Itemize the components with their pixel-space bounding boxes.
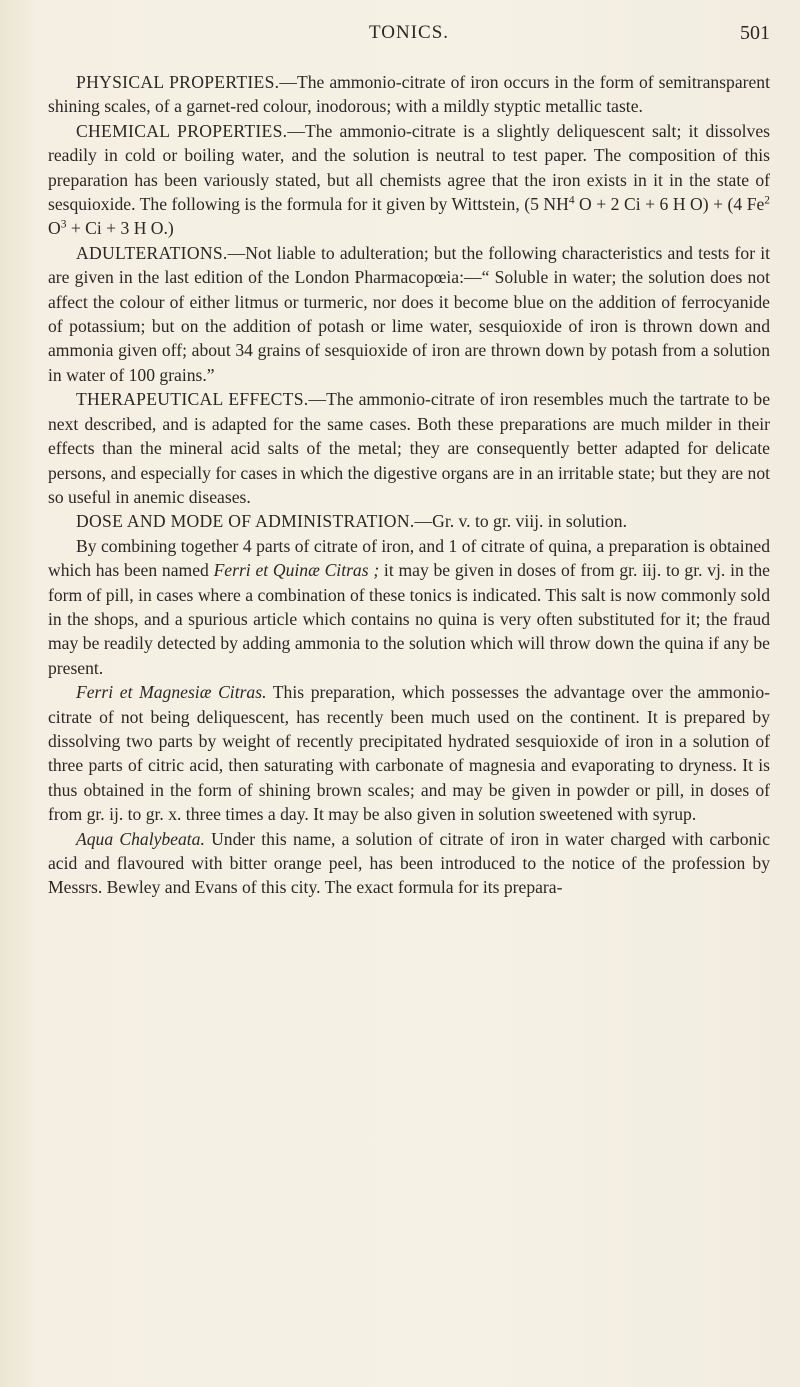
- paragraph-chemical-properties: [48, 119, 770, 241]
- section-label-dose: DOSE AND MODE OF ADMINISTRATION.: [76, 511, 415, 532]
- paragraph-dose: [48, 509, 770, 533]
- formula-superscript: 3: [60, 219, 67, 232]
- section-label-adulterations: ADULTERATIONS.: [76, 242, 228, 263]
- running-head: TONICS.: [368, 22, 450, 43]
- paragraph-text: —The ammonio-citrate of iron occurs in the form of semitransparent shining scales, of a garnet-red colour, inodorous; with a mildly styptic metallic taste.: [48, 72, 770, 117]
- italic-term: Aqua Chalybeata.: [76, 828, 205, 849]
- paragraph-text: O: [48, 218, 61, 239]
- formula-superscript: 4: [568, 194, 575, 207]
- paragraph-text: it may be given in doses of from gr. iij. to gr. vj. in the form of pill, in cases where a combination of these tonics is indicated. This salt is now commonly sold in the shops, and a spurious article which contains no quina is very often substituted for it; the fraud may be readily detected by adding ammonia to the solution which will throw down the quina if any be present.: [48, 560, 770, 678]
- paragraph-text: —The ammonio-citrate is a slightly deliquescent salt; it dissolves readily in cold or boiling water, and the solution is neutral to test paper. The composition of this preparation has been variously stated, but all chemists agree that the iron exists in it in the state of sesquioxide. The following is the formula for it given by Wittstein, (5 NH: [48, 120, 771, 215]
- paragraph-adulterations: [48, 241, 770, 387]
- paragraph-physical-properties: [48, 70, 770, 119]
- paragraph-text: This preparation, which possesses the advantage over the ammonio-citrate of not being deliquescent, has recently been much used on the continent. It is prepared by dissolving two parts by weight of recently precipitated hydrated sesquioxide of iron in a solution of three parts of citric acid, then saturating with carbonate of magnesia and evaporating to dryness. It is thus obtained in the form of shining brown scales; and may be given in powder or pill, in doses of from gr. ij. to gr. x. three times a day. It may be also given in solution sweetened with syrup.: [48, 682, 771, 825]
- paragraph-ferri-et-quinae: [48, 534, 770, 680]
- section-label-chemical-properties: CHEMICAL PROPERTIES.: [76, 120, 288, 141]
- paragraph-text: —Not liable to adulteration; but the following characteristics and tests for it are given in the last edition of the London Pharmacopœia:—“ Soluble in water; the solution does not affect the colour of either litmus or turmeric, nor does it become blue on the addition of ferrocyanide of potassium; but on the addition of potash or lime water, sesquioxide of iron is thrown down and ammonia given off; about 34 grains of sesquioxide of iron are thrown down by potash from a solution in water of 100 grains.”: [48, 242, 770, 385]
- italic-term: Ferri et Quinæ Citras ;: [213, 560, 380, 581]
- italic-term: Ferri et Magnesiæ Citras.: [76, 682, 267, 703]
- body-text: [48, 70, 770, 900]
- section-label-therapeutical-effects: THERAPEUTICAL EFFECTS.: [76, 389, 309, 410]
- page-number: 501: [740, 22, 770, 44]
- paragraph-text: By combining together 4 parts of citrate of iron, and 1 of citrate of quina, a preparation is obtained which has been named: [48, 535, 770, 581]
- paragraph-text: Under this name, a solution of citrate of iron in water charged with carbonic acid and flavoured with bitter orange peel, has been introduced to the notice of the profession by Messrs. Bewley and Evans of this city. The exact formula for its prepara-: [48, 828, 770, 898]
- paragraph-text: + Ci + 3 H O.): [66, 218, 174, 239]
- paragraph-text: —The ammonio-citrate of iron resembles much the tartrate to be next described, and is adapted for the same cases. Both these preparations are much milder in their effects than the mineral acid salts of the metal; they are consequently better adapted for delicate persons, and especially for cases in which the digestive organs are in an irritable state; but they are not so useful in anemic diseases.: [48, 389, 771, 507]
- paragraph-ferri-et-magnesiae: [48, 680, 770, 826]
- paragraph-therapeutical-effects: [48, 387, 770, 509]
- formula-superscript: 2: [764, 194, 771, 207]
- paragraph-aqua-chalybeata: [48, 827, 770, 900]
- paragraph-text: —Gr. v. to gr. viij. in solution.: [414, 511, 627, 532]
- paragraph-text: O + 2 Ci + 6 H O) + (4 Fe: [574, 194, 765, 215]
- section-label-physical-properties: PHYSICAL PROPERTIES.: [76, 72, 280, 92]
- page-header: [48, 22, 770, 62]
